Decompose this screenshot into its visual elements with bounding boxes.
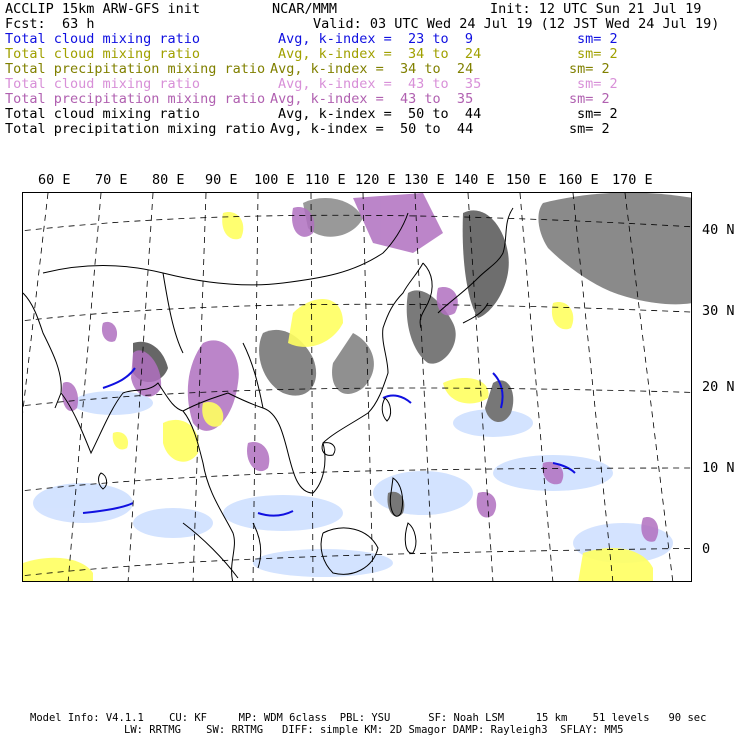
legend-row-name: Total cloud mixing ratio <box>5 31 201 47</box>
longitude-label: 90 E <box>205 172 238 188</box>
forecast-hours: 63 h <box>62 16 95 32</box>
legend-row-sm: sm= 2 <box>569 61 610 77</box>
org-label: NCAR/MMM <box>272 1 338 17</box>
valid-time: Valid: 03 UTC Wed 24 Jul 19 (12 JST Wed 24 Jul 19) <box>313 16 720 32</box>
legend-row-name: Total cloud mixing ratio <box>5 76 201 92</box>
model-info-line2: LW: RRTMG SW: RRTMG DIFF: simple KM: 2D Smagor DAMP: Rayleigh3 SFLAY: MM5 <box>124 724 624 736</box>
legend-row-name: Total cloud mixing ratio <box>5 46 201 62</box>
map-title: ACCLIP 15km ARW-GFS init <box>5 1 201 17</box>
latitude-label: 10 N <box>702 460 735 476</box>
longitude-label: 60 E <box>38 172 71 188</box>
legend-row-avg: Avg, k-index = 50 to 44 <box>270 121 474 137</box>
longitude-label: 160 E <box>558 172 599 188</box>
longitude-label: 80 E <box>152 172 185 188</box>
model-info-line1: Model Info: V4.1.1 CU: KF MP: WDM 6class PBL: YSU SF: Noah LSM 15 km 51 levels 90 sec <box>30 712 707 724</box>
longitude-label: 130 E <box>404 172 445 188</box>
legend-row-avg: Avg, k-index = 34 to 24 <box>278 46 482 62</box>
legend-row-avg: Avg, k-index = 43 to 35 <box>270 91 474 107</box>
latitude-label: 20 N <box>702 379 735 395</box>
legend-row-avg: Avg, k-index = 43 to 35 <box>278 76 482 92</box>
map-canvas <box>23 193 692 582</box>
legend-row-name: Total precipitation mixing ratio <box>5 91 266 107</box>
longitude-label: 170 E <box>612 172 653 188</box>
longitude-label: 150 E <box>506 172 547 188</box>
legend-row-sm: sm= 2 <box>577 46 618 62</box>
latitude-label: 30 N <box>702 303 735 319</box>
legend-row-name: Total precipitation mixing ratio <box>5 121 266 137</box>
longitude-label: 110 E <box>305 172 346 188</box>
legend-row-name: Total cloud mixing ratio <box>5 106 201 122</box>
legend-row-name: Total precipitation mixing ratio <box>5 61 266 77</box>
longitude-label: 140 E <box>454 172 495 188</box>
legend-row-avg: Avg, k-index = 50 to 44 <box>278 106 482 122</box>
forecast-label: Fcst: <box>5 16 46 32</box>
legend-row-sm: sm= 2 <box>569 91 610 107</box>
legend-row-sm: sm= 2 <box>577 31 618 47</box>
legend-row-sm: sm= 2 <box>577 106 618 122</box>
legend-row-avg: Avg, k-index = 34 to 24 <box>270 61 474 77</box>
legend-row-sm: sm= 2 <box>577 76 618 92</box>
longitude-label: 70 E <box>95 172 128 188</box>
latitude-label: 40 N <box>702 222 735 238</box>
longitude-label: 100 E <box>254 172 295 188</box>
legend-row-sm: sm= 2 <box>569 121 610 137</box>
light-cloud-layer <box>33 391 673 577</box>
latitude-label: 0 <box>702 541 711 557</box>
legend-row-avg: Avg, k-index = 23 to 9 <box>278 31 474 47</box>
longitude-label: 120 E <box>355 172 396 188</box>
init-time: Init: 12 UTC Sun 21 Jul 19 <box>490 1 702 17</box>
forecast-map <box>22 192 692 582</box>
